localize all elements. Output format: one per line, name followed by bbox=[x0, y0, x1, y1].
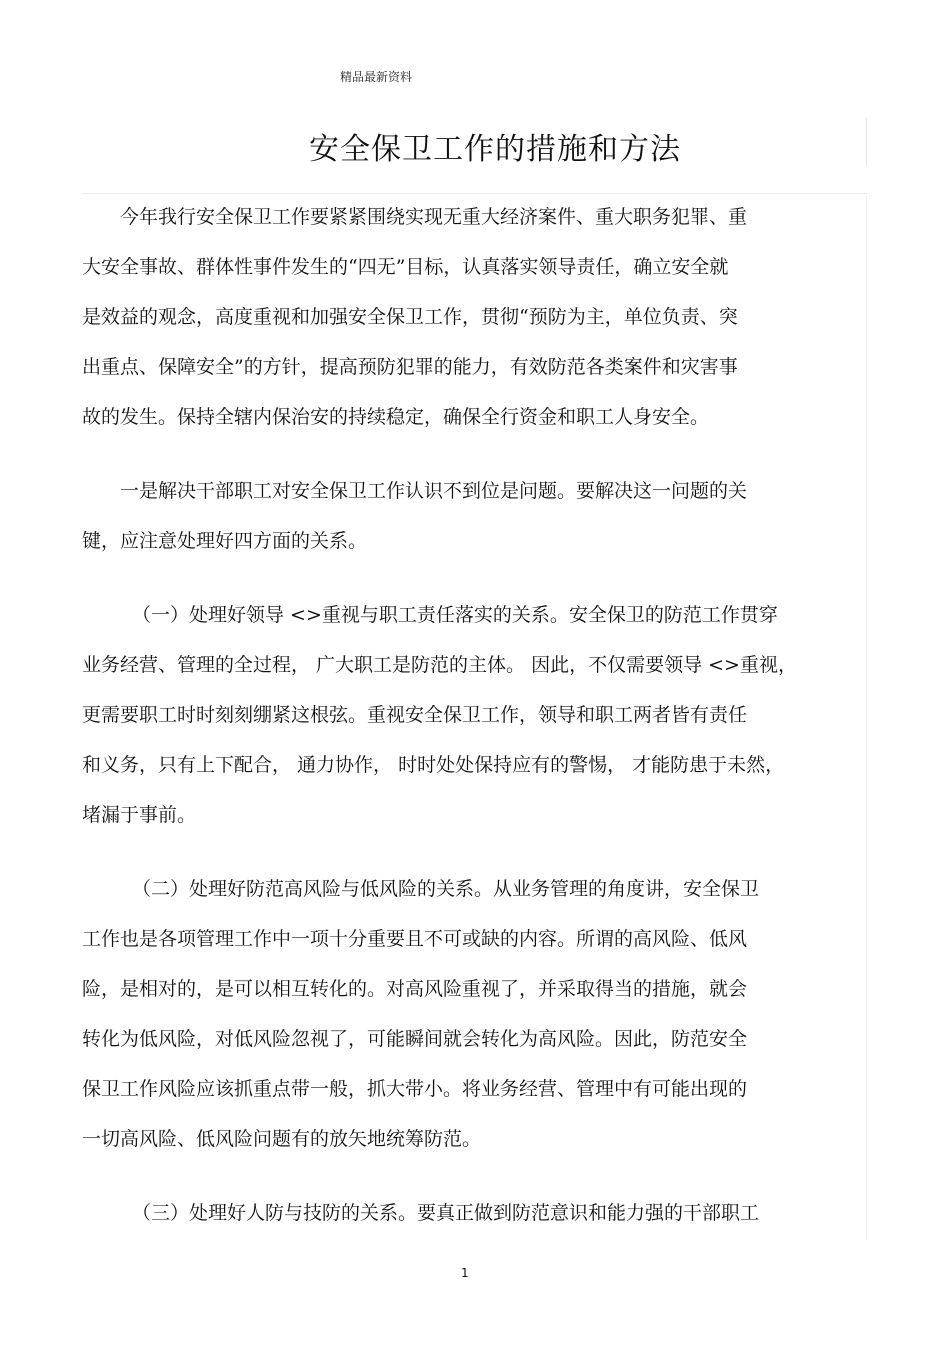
page-header: 精品最新资料 bbox=[340, 70, 413, 84]
text-line: （二）处理好防范高风险与低风险的关系。从业务管理的角度讲，安全保卫 bbox=[132, 878, 760, 900]
text-line: 一是解决干部职工对安全保卫工作认识不到位是问题。要解决这一问题的关 bbox=[120, 480, 748, 502]
paragraph-intro bbox=[82, 200, 862, 450]
text-line: 大安全事故、群体性事件发生的“四无”目标，认真落实领导责任，确立安全就 bbox=[82, 256, 729, 278]
text-line: （三）处理好人防与技防的关系。要真正做到防范意识和能力强的干部职工 bbox=[132, 1202, 760, 1224]
text-line: 业务经营、管理的全过程， 广大职工是防范的主体。 因此，不仅需要领导 <>重视， bbox=[82, 654, 797, 676]
text-line: 故的发生。保持全辖内保治安的持续稳定，确保全行资金和职工人身安全。 bbox=[82, 406, 710, 428]
paragraph-point-one bbox=[82, 474, 862, 574]
page-number: 1 bbox=[461, 1266, 469, 1280]
document-body bbox=[82, 200, 862, 1246]
margin-rule bbox=[866, 118, 867, 166]
paragraph-section-2 bbox=[82, 872, 862, 1172]
text-line: 是效益的观念，高度重视和加强安全保卫工作，贯彻“预防为主，单位负责、突 bbox=[82, 306, 738, 328]
title-divider bbox=[82, 193, 868, 194]
text-line: 出重点、保障安全”的方针，提高预防犯罪的能力，有效防范各类案件和灾害事 bbox=[82, 356, 738, 378]
text-line: 险，是相对的，是可以相互转化的。对高风险重视了，并采取得当的措施，就会 bbox=[82, 978, 748, 1000]
text-line: 工作也是各项管理工作中一项十分重要且不可或缺的内容。所谓的高风险、低风 bbox=[82, 928, 748, 950]
text-line: 今年我行安全保卫工作要紧紧围绕实现无重大经济案件、重大职务犯罪、重 bbox=[120, 206, 748, 228]
text-line: 堵漏于事前。 bbox=[82, 804, 197, 826]
text-line: 一切高风险、低风险问题有的放矢地统筹防范。 bbox=[82, 1128, 482, 1150]
text-line: （一）处理好领导 <>重视与职工责任落实的关系。安全保卫的防范工作贯穿 bbox=[132, 604, 778, 626]
text-line: 转化为低风险，对低风险忽视了，可能瞬间就会转化为高风险。因此，防范安全 bbox=[82, 1028, 748, 1050]
paragraph-section-1 bbox=[82, 598, 862, 848]
document-title: 安全保卫工作的措施和方法 bbox=[309, 132, 681, 167]
text-line: 保卫工作风险应该抓重点带一般，抓大带小。将业务经营、管理中有可能出现的 bbox=[82, 1078, 748, 1100]
text-line: 键，应注意处理好四方面的关系。 bbox=[82, 530, 368, 552]
paragraph-section-3 bbox=[82, 1196, 862, 1246]
text-line: 更需要职工时时刻刻绷紧这根弦。重视安全保卫工作，领导和职工两者皆有责任 bbox=[82, 704, 748, 726]
margin-rule-body bbox=[866, 195, 867, 1240]
text-line: 和义务，只有上下配合， 通力协作， 时时处处保持应有的警惕， 才能防患于未然， bbox=[82, 754, 785, 776]
